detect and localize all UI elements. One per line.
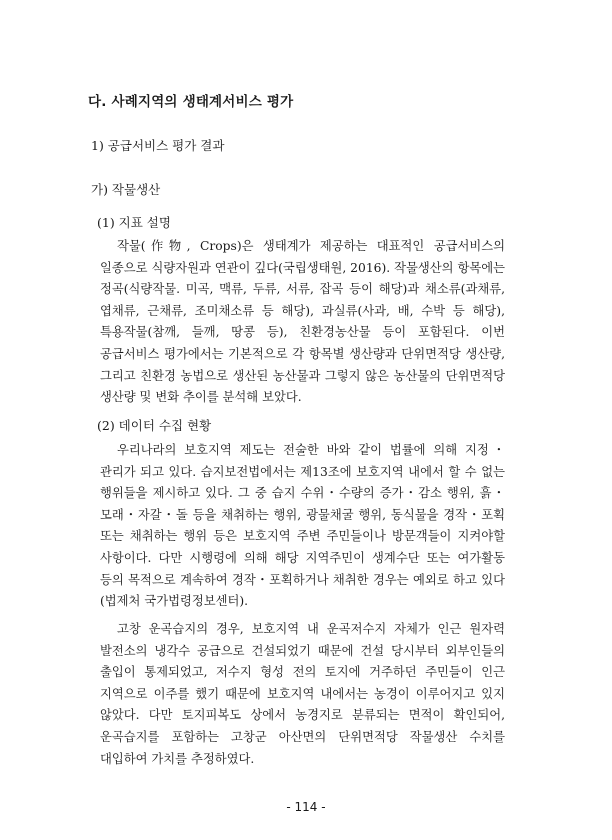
data-heading: (2) 데이터 수집 현황 (97, 418, 212, 433)
data-paragraph-2: 고창 운곡습지의 경우, 보호지역 내 운곡저수지 자체가 인근 원자력 발전소의 냉각수 공급으로 건설되었기 때문에 건설 당시부터 외부인들의 출입이 통제되었고, 저수지 형성 전의 토지에 거주하던 주민들이 인근 지역으로 이주를 했기 때문에 보호지역 내에서는 농경이 이루어지고 있지 않았다. 다만 토지피복도 상에서 농경지로 분류되는 면적이 확인되어, 운곡습지를 포함하는 고창군 아산면의 단위면적당 작물생산 수치를 대입하여 가치를 추정하였다. (100, 622, 505, 766)
item-title: 가) 작물생산 (91, 182, 161, 197)
indicator-paragraph: 작물(作物, Crops)은 생태계가 제공하는 대표적인 공급서비스의 일종으로 식량자원과 연관이 깊다(국립생태원, 2016). 작물생산의 항목에는 정곡(식량작물. 미곡, 맥류, 두류, 서류, 잡곡 등이 해당)과 채소류(과채류, 엽채류, 근채류, 조미채소류 등 해당), 과실류(사과, 배, 수박 등 해당), 특용작물(참깨, 들깨, 땅콩 등), 친환경농산물 등이 포함된다. 이번 공급서비스 평가에서는 기본적으로 각 항목별 생산량과 단위면적당 생산량, 그리고 친환경 농법으로 생산된 농산물과 그렇지 않은 농산물의 단위면적당 생산량 및 변화 추이를 분석해 보았다. (100, 239, 505, 405)
page-number: - 114 - (286, 800, 326, 814)
indicator-heading: (1) 지표 설명 (97, 215, 171, 230)
data-paragraph-1: 우리나라의 보호지역 제도는 전술한 바와 같이 법률에 의해 지정・관리가 되고 있다. 습지보전법에서는 제13조에 보호지역 내에서 할 수 없는 행위들을 제시하고 있다. 그 중 습지 수위・수량의 증가・감소 행위, 흙・모래・자갈・돌 등을 채취하는 행위, 광물채굴 행위, 동식물을 경작・포획 또는 채취하는 행위 등은 보호지역 주변 주민들이나 방문객들이 지켜야할 사항이다. 다만 시행령에 의해 해당 지역주민이 생계수단 또는 여가활동 등의 목적으로 계속하여 경작・포획하거나 채취한 경우는 예외로 하고 있다(법제처 국가법령정보센터). (100, 443, 505, 609)
subsection-title: 1) 공급서비스 평가 결과 (91, 138, 225, 153)
section-title: 다. 사례지역의 생태계서비스 평가 (88, 94, 294, 110)
